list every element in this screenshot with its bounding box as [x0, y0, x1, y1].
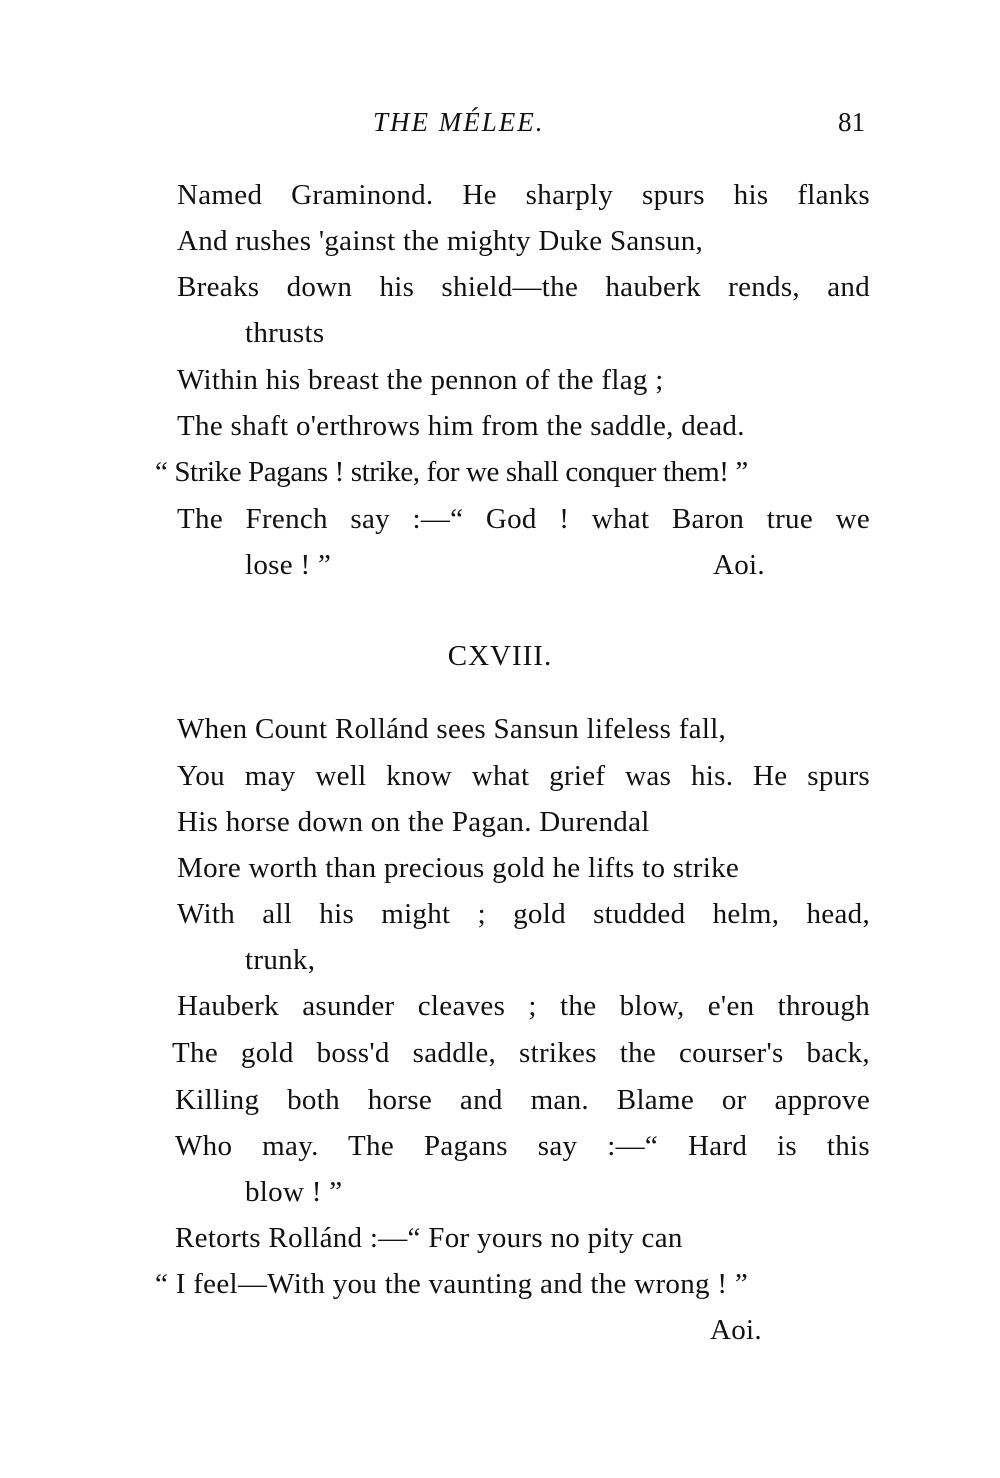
verse-line: When Count Rollánd sees Sansun lifeless fall,: [177, 713, 727, 745]
verse-line: trunk,: [245, 944, 316, 976]
verse-line: And rushes 'gainst the mighty Duke Sansun,: [177, 225, 704, 257]
verse-line: Named Graminond. He sharply spurs his flanks: [177, 179, 870, 211]
verse-line: Who may. The Pagans say :—“ Hard is this: [175, 1130, 870, 1162]
verse-line: thrusts: [245, 317, 325, 349]
verse-line: lose ! ”: [245, 549, 332, 581]
verse-line: The shaft o'erthrows him from the saddle, dead.: [177, 410, 745, 442]
verse-line: His horse down on the Pagan. Durendal: [177, 806, 650, 838]
verse-line: Hauberk asunder cleaves ; the blow, e'en through: [177, 990, 870, 1022]
aoi-refrain: Aoi.: [710, 1314, 762, 1346]
verse-line: Killing both horse and man. Blame or approve: [175, 1084, 870, 1116]
verse-line: More worth than precious gold he lifts to strike: [177, 852, 740, 884]
verse-line: With all his might ; gold studded helm, head,: [177, 898, 870, 930]
verse-line: “ I feel—With you the vaunting and the wrong ! ”: [155, 1268, 749, 1300]
verse-line: “ Strike Pagans ! strike, for we shall conquer them! ”: [155, 456, 748, 488]
running-title: THE MÉLEE.: [373, 107, 545, 137]
page-number: 81: [838, 107, 865, 137]
verse-line: Retorts Rollánd :—“ For yours no pity can: [175, 1222, 683, 1254]
verse-line: blow ! ”: [245, 1176, 343, 1208]
verse-line: You may well know what grief was his. He spurs: [177, 760, 870, 792]
aoi-refrain: Aoi.: [713, 549, 765, 581]
section-heading: CXVIII.: [447, 640, 553, 672]
verse-line: The gold boss'd saddle, strikes the courser's back,: [172, 1037, 870, 1069]
verse-line: Within his breast the pennon of the flag ;: [177, 364, 664, 396]
verse-line: Breaks down his shield—the hauberk rends, and: [177, 271, 870, 303]
verse-line: The French say :—“ God ! what Baron true we: [177, 503, 870, 535]
